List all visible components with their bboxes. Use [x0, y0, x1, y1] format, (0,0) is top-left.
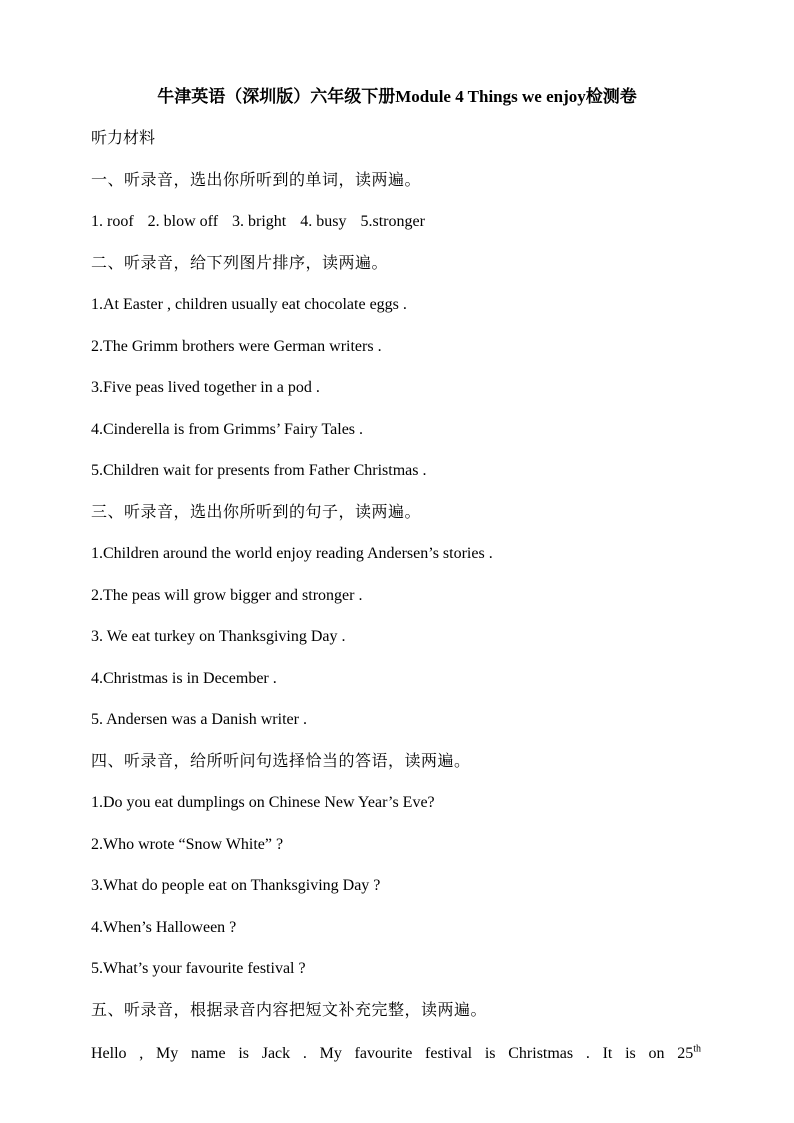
passage-text: Hello , My name is Jack . My favourite festival is Christmas . It is on 25 [91, 1045, 694, 1062]
list-item: 2.The Grimm brothers were German writers . [91, 338, 382, 355]
list-item: 1.Do you eat dumplings on Chinese New Year’s Eve? [91, 794, 435, 811]
list-item: 3.What do people eat on Thanksgiving Day ? [91, 877, 381, 894]
subtitle: 听力材料 [91, 130, 156, 147]
list-item: 5. Andersen was a Danish writer . [91, 711, 307, 728]
list-item: 4.Christmas is in December . [91, 670, 277, 687]
word-item: 1. roof [91, 213, 134, 230]
word-item: 3. bright [232, 213, 287, 230]
list-item: 2.Who wrote “Snow White” ? [91, 836, 284, 853]
word-item: 5.stronger [360, 213, 425, 230]
page-title: 牛津英语（深圳版）六年级下册Module 4 Things we enjoy检测卷 [157, 87, 637, 106]
word-item: 2. blow off [147, 213, 219, 230]
list-item: 5.Children wait for presents from Father Christmas . [91, 462, 427, 479]
list-item: 5.What’s your favourite festival ? [91, 960, 306, 977]
ordinal-suffix: th [693, 1043, 701, 1055]
list-item: 2.The peas will grow bigger and stronger . [91, 587, 363, 604]
list-item: 3. We eat turkey on Thanksgiving Day . [91, 628, 346, 645]
section-heading-1: 一、听录音，选出你所听到的单词，读两遍。 [91, 172, 422, 189]
section-heading-2: 二、听录音，给下列图片排序，读两遍。 [91, 255, 389, 272]
passage-line [91, 1043, 701, 1065]
list-item: 3.Five peas lived together in a pod . [91, 379, 320, 396]
section-heading-5: 五、听录音，根据录音内容把短文补充完整，读两遍。 [91, 1002, 488, 1019]
list-item: 4.When’s Halloween ? [91, 919, 237, 936]
list-item: 1.Children around the world enjoy reading Andersen’s stories . [91, 545, 493, 562]
section-heading-3: 三、听录音，选出你所听到的句子，读两遍。 [91, 504, 422, 521]
list-item: 4.Cinderella is from Grimms’ Fairy Tales . [91, 421, 364, 438]
list-item: 1.At Easter , children usually eat chocolate eggs . [91, 296, 407, 313]
word-item: 4. busy [300, 213, 347, 230]
section-heading-4: 四、听录音，给所听问句选择恰当的答语，读两遍。 [91, 753, 471, 770]
word-list [91, 211, 731, 233]
